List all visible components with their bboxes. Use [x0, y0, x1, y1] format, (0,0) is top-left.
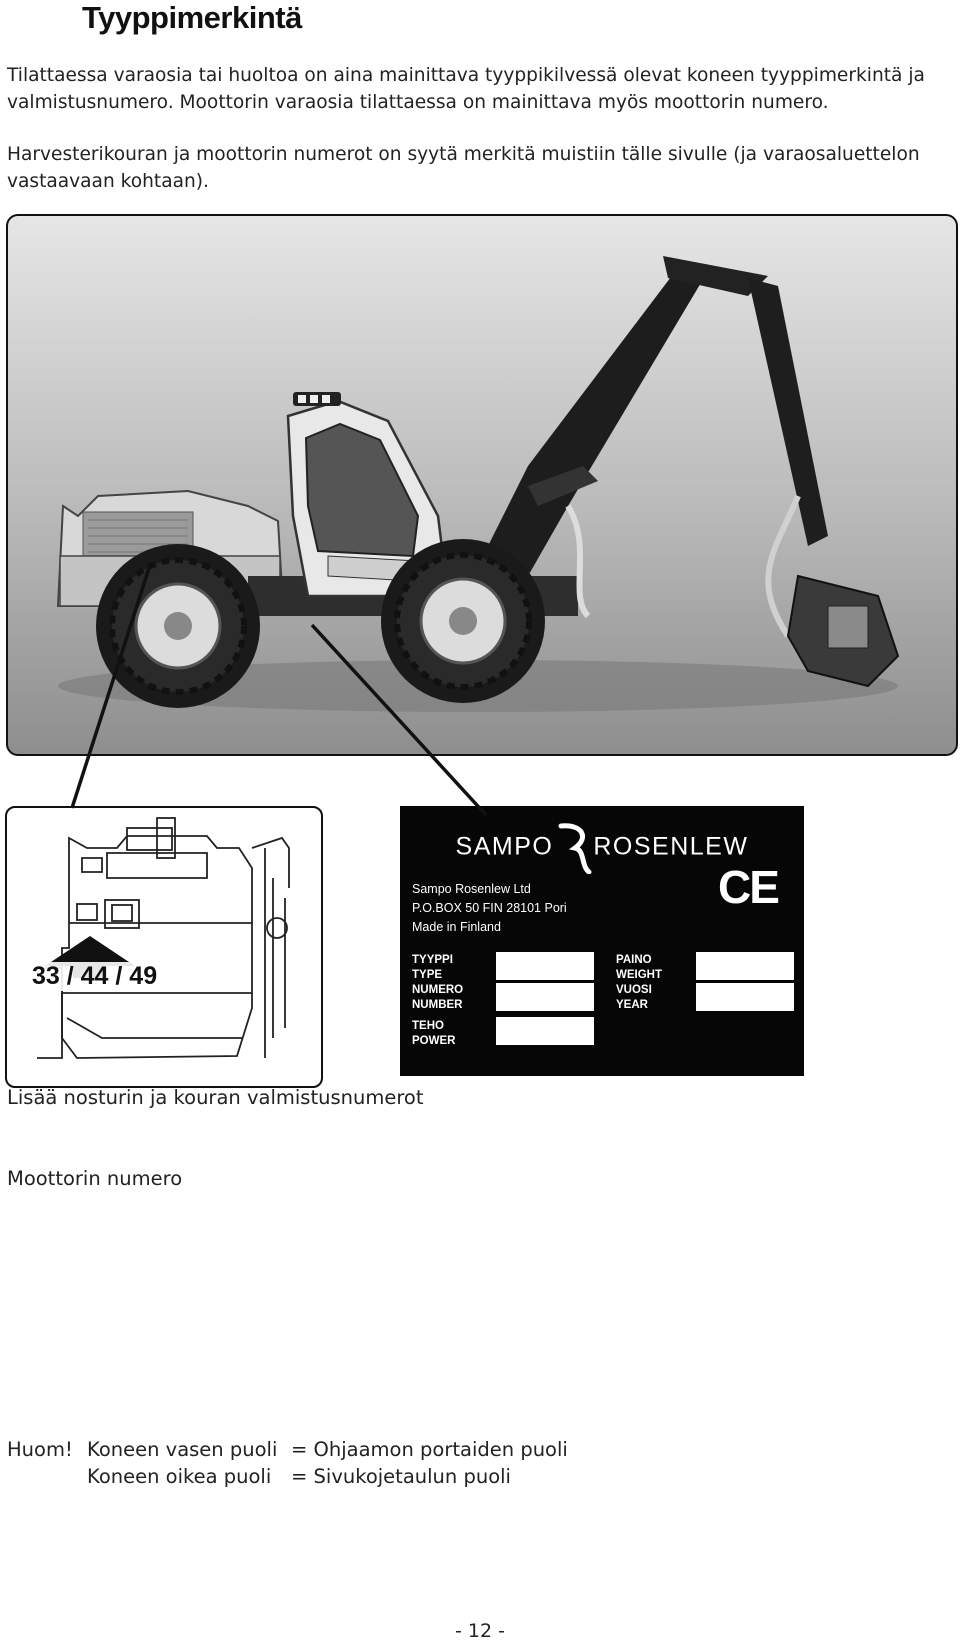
record-paragraph: Harvesterikouran ja moottorin numerot on syytä merkitä muistiin tälle sivulle (ja varaosaluettelon vastaavaan kohtaan). [7, 144, 920, 192]
plate-address: P.O.BOX 50 FIN 28101 Pori [412, 901, 567, 915]
note-line2-b: = Sivukojetaulun puoli [291, 1465, 511, 1488]
plate-label-type [412, 953, 453, 983]
caption-engine-number: Moottorin numero [7, 1167, 183, 1190]
caption-crane-grapple: Lisää nosturin ja kouran valmistusnumerot [7, 1086, 424, 1109]
page-title: Tyyppimerkintä [82, 0, 302, 35]
plate-label-power [412, 1019, 455, 1049]
plate-company: Sampo Rosenlew Ltd [412, 882, 531, 896]
page-number: - 12 - [455, 1620, 505, 1642]
intro-paragraph: Tilattaessa varaosia tai huoltoa on aina mainittava tyyppikilvessä olevat koneen tyyppimerkintä ja valmistusnumero. Moottorin varaosia tilattaessa on mainittava myös moottorin numero. [7, 65, 925, 113]
label-fi: VUOSI [616, 984, 652, 996]
engine-drawing [5, 806, 323, 1088]
label-en: WEIGHT [616, 969, 662, 981]
plate-company-info [412, 880, 567, 937]
type-plate [400, 806, 804, 1076]
brand-logo-icon [553, 822, 593, 874]
label-fi: TEHO [412, 1020, 444, 1032]
label-en: TYPE [412, 969, 443, 981]
label-fi: TYYPPI [412, 954, 453, 966]
label-en: YEAR [616, 999, 648, 1011]
plate-field-weight [696, 952, 794, 980]
plate-field-power [496, 1017, 594, 1045]
plate-label-weight [616, 953, 662, 983]
label-fi: PAINO [616, 954, 652, 966]
label-fi: NUMERO [412, 984, 464, 996]
harvester-photo [6, 214, 958, 756]
note-line2-a: Koneen oikea puoli [87, 1465, 272, 1488]
label-en: NUMBER [412, 999, 463, 1011]
engine-number-code: 33 / 44 / 49 [29, 962, 160, 991]
ce-mark: CE [718, 861, 778, 913]
brand-left: SAMPO [455, 832, 554, 861]
note-block [7, 1436, 568, 1490]
note-line1-b: = Ohjaamon portaiden puoli [291, 1438, 568, 1461]
brand-right: ROSENLEW [593, 832, 749, 861]
note-line1-a: Koneen vasen puoli [87, 1438, 278, 1461]
plate-label-number [412, 983, 463, 1013]
note-label: Huom! [7, 1438, 73, 1461]
plate-field-year [696, 983, 794, 1011]
plate-field-number [496, 983, 594, 1011]
plate-field-type [496, 952, 594, 980]
label-en: POWER [412, 1035, 456, 1047]
plate-origin: Made in Finland [412, 920, 501, 934]
plate-label-year [616, 983, 652, 1013]
